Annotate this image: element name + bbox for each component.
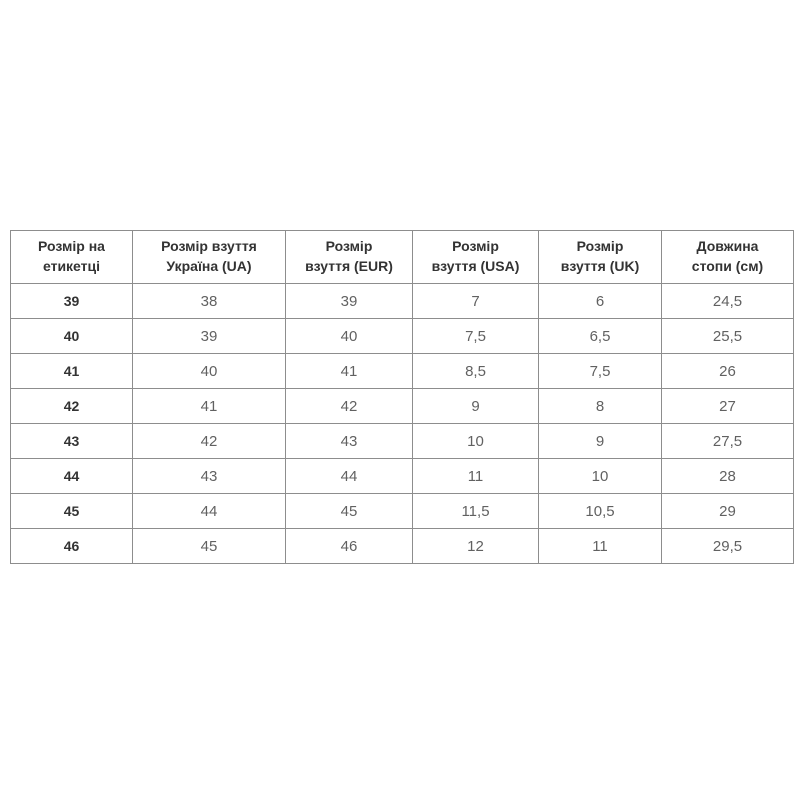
column-header	[11, 231, 133, 284]
label-size-cell: 44	[11, 459, 133, 494]
size-value-cell: 39	[286, 284, 413, 319]
size-value-cell: 40	[133, 354, 286, 389]
size-value-cell: 44	[286, 459, 413, 494]
size-value-cell: 25,5	[662, 319, 794, 354]
size-value-cell: 7,5	[539, 354, 662, 389]
size-value-cell: 43	[133, 459, 286, 494]
size-value-cell: 28	[662, 459, 794, 494]
column-header-line: Україна (UA)	[166, 258, 252, 274]
column-header-line: Розмір взуття	[161, 238, 257, 255]
size-value-cell: 9	[413, 389, 539, 424]
table-row	[11, 424, 794, 459]
size-value-cell: 11	[413, 459, 539, 494]
column-header	[413, 231, 539, 284]
size-value-cell: 27	[662, 389, 794, 424]
column-header	[662, 231, 794, 284]
size-conversion-table	[10, 230, 794, 564]
size-value-cell: 6,5	[539, 319, 662, 354]
size-value-cell: 6	[539, 284, 662, 319]
table-row	[11, 389, 794, 424]
size-value-cell: 24,5	[662, 284, 794, 319]
size-value-cell: 40	[286, 319, 413, 354]
label-size-cell: 43	[11, 424, 133, 459]
size-value-cell: 42	[286, 389, 413, 424]
size-value-cell: 11	[539, 529, 662, 564]
table-row	[11, 494, 794, 529]
column-header-line: Довжина	[696, 238, 759, 255]
column-header-line: взуття (EUR)	[305, 258, 393, 274]
size-value-cell: 41	[286, 354, 413, 389]
table-row	[11, 319, 794, 354]
size-value-cell: 43	[286, 424, 413, 459]
size-value-cell: 44	[133, 494, 286, 529]
size-value-cell: 8,5	[413, 354, 539, 389]
table-header-row	[11, 231, 794, 284]
column-header	[133, 231, 286, 284]
column-header	[539, 231, 662, 284]
column-header-line: Розмір	[325, 238, 373, 255]
size-conversion-table-container	[10, 230, 794, 564]
column-header-line: взуття (USA)	[431, 258, 520, 274]
label-size-cell: 46	[11, 529, 133, 564]
size-value-cell: 12	[413, 529, 539, 564]
size-value-cell: 7,5	[413, 319, 539, 354]
column-header-line: Розмір на	[38, 238, 105, 255]
table-row	[11, 354, 794, 389]
size-value-cell: 42	[133, 424, 286, 459]
size-value-cell: 10,5	[539, 494, 662, 529]
column-header-line: Розмір	[452, 238, 499, 255]
column-header-line: стопи (см)	[691, 258, 764, 274]
label-size-cell: 42	[11, 389, 133, 424]
table-row	[11, 284, 794, 319]
size-value-cell: 10	[539, 459, 662, 494]
size-value-cell: 7	[413, 284, 539, 319]
label-size-cell: 40	[11, 319, 133, 354]
label-size-cell: 45	[11, 494, 133, 529]
table-row	[11, 459, 794, 494]
size-value-cell: 11,5	[413, 494, 539, 529]
size-value-cell: 38	[133, 284, 286, 319]
size-value-cell: 45	[133, 529, 286, 564]
label-size-cell: 39	[11, 284, 133, 319]
table-body	[11, 284, 794, 564]
column-header-line: взуття (UK)	[560, 258, 640, 274]
size-value-cell: 8	[539, 389, 662, 424]
size-value-cell: 9	[539, 424, 662, 459]
size-value-cell: 41	[133, 389, 286, 424]
size-value-cell: 10	[413, 424, 539, 459]
column-header-line: етикетці	[42, 258, 101, 274]
size-value-cell: 39	[133, 319, 286, 354]
size-value-cell: 29	[662, 494, 794, 529]
label-size-cell: 41	[11, 354, 133, 389]
column-header-line: Розмір	[576, 238, 624, 255]
size-value-cell: 45	[286, 494, 413, 529]
column-header	[286, 231, 413, 284]
size-value-cell: 27,5	[662, 424, 794, 459]
table-row	[11, 529, 794, 564]
size-value-cell: 29,5	[662, 529, 794, 564]
size-value-cell: 46	[286, 529, 413, 564]
size-value-cell: 26	[662, 354, 794, 389]
